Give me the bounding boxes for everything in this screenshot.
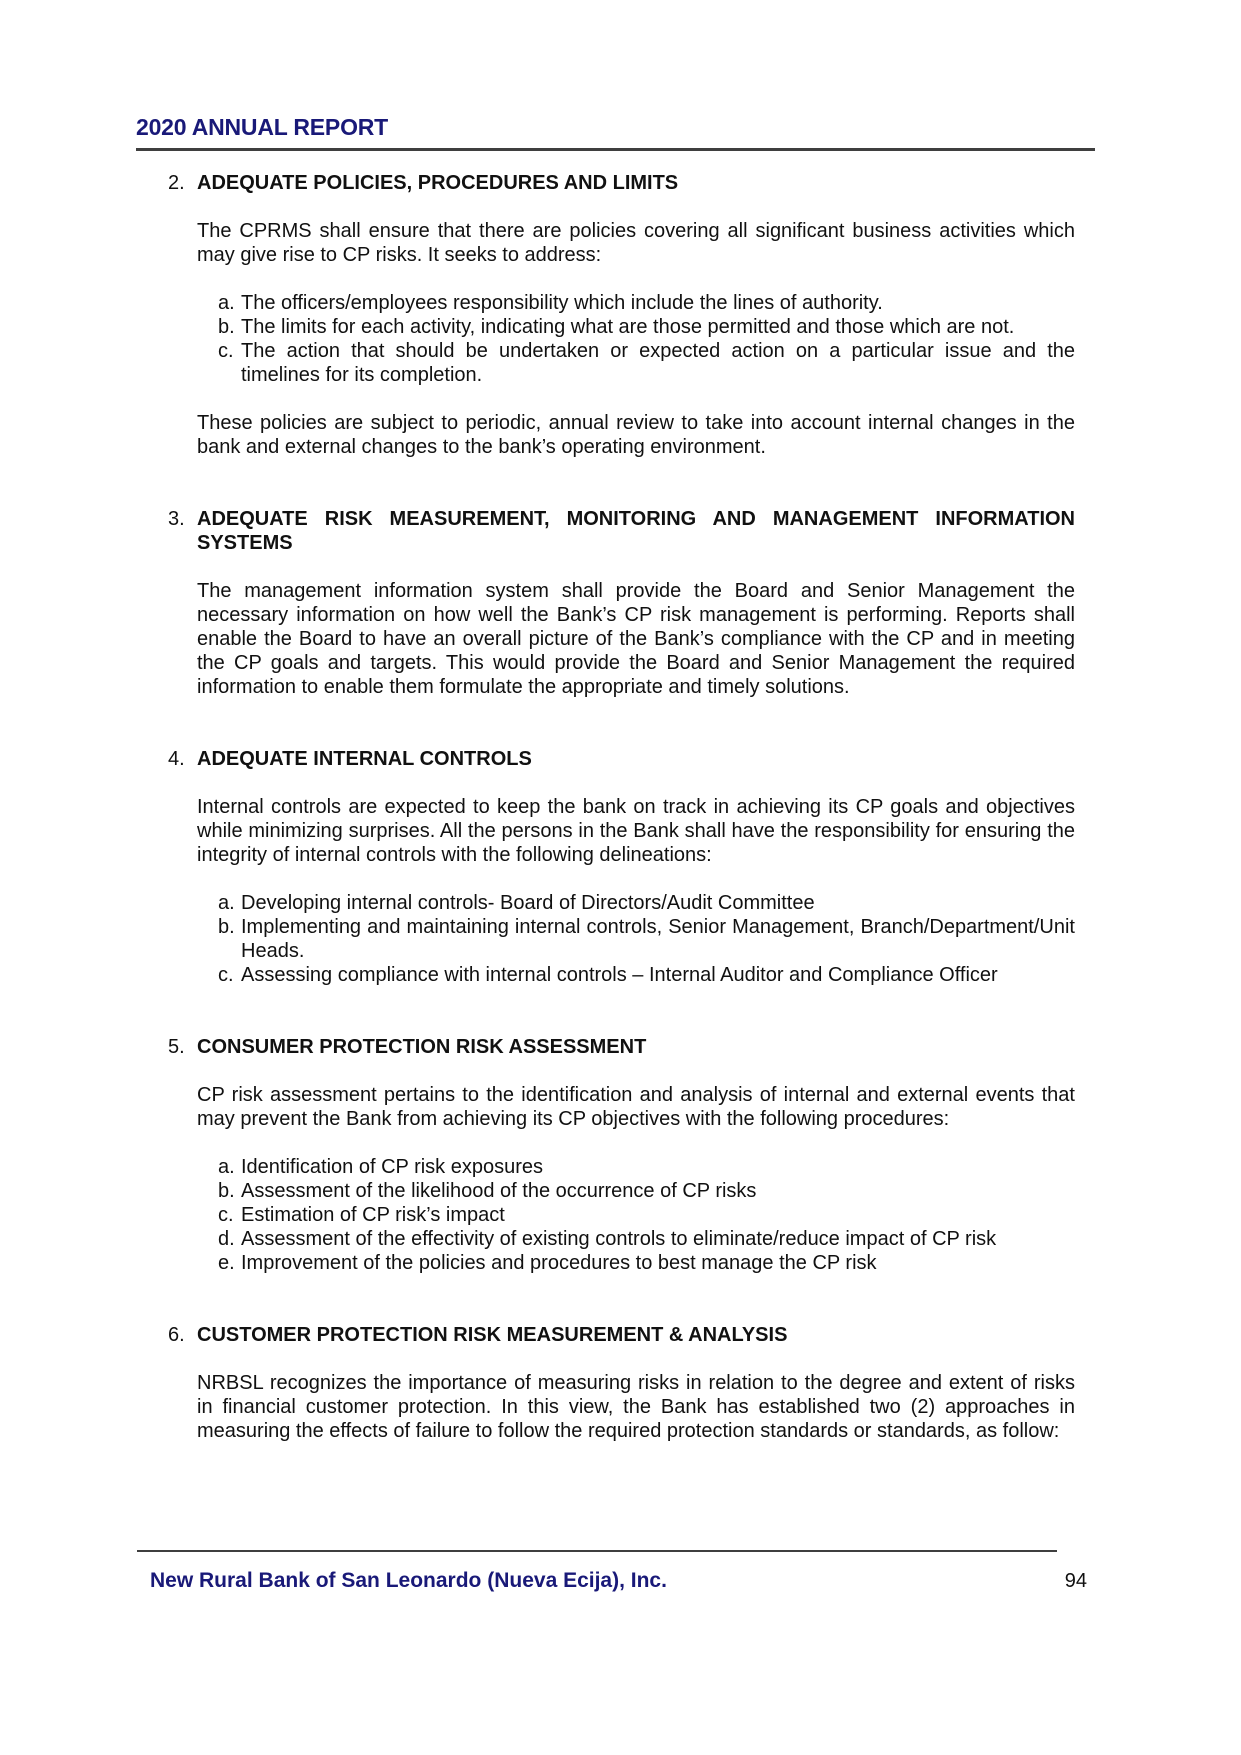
list-item-letter: a. bbox=[218, 292, 235, 314]
section-6 bbox=[168, 1323, 1075, 1443]
list-item-text: Estimation of CP risk’s impact bbox=[241, 1204, 505, 1226]
bank-name: New Rural Bank of San Leonardo (Nueva Ecija), Inc. bbox=[150, 1569, 667, 1592]
list-item-letter: a. bbox=[218, 892, 235, 914]
section-number: 4. bbox=[168, 748, 185, 770]
section-list bbox=[218, 291, 1075, 387]
list-item bbox=[218, 963, 1075, 987]
document-header bbox=[136, 0, 1095, 151]
section-3 bbox=[168, 507, 1075, 699]
list-item bbox=[218, 915, 1075, 963]
list-item-letter: a. bbox=[218, 1156, 235, 1178]
list-item bbox=[218, 1179, 1075, 1203]
list-item bbox=[218, 891, 1075, 915]
list-item-text: Identification of CP risk exposures bbox=[241, 1156, 544, 1178]
list-item-text: Improvement of the policies and procedures to best manage the CP risk bbox=[241, 1252, 877, 1274]
list-item-text: The action that should be undertaken or expected action on a particular issue and the timelines for its completion. bbox=[241, 340, 1075, 386]
section-paragraph: The CPRMS shall ensure that there are policies covering all significant business activities which may give rise to CP risks. It seeks to address: bbox=[197, 220, 1075, 266]
section-paragraph: CP risk assessment pertains to the identification and analysis of internal and external events that may prevent the Bank from achieving its CP objectives with the following procedures: bbox=[197, 1084, 1075, 1130]
section-title: ADEQUATE POLICIES, PROCEDURES AND LIMITS bbox=[197, 172, 679, 194]
list-item bbox=[218, 1251, 1075, 1275]
list-item-letter: d. bbox=[218, 1228, 235, 1250]
list-item-letter: b. bbox=[218, 1180, 235, 1202]
section-paragraph: Internal controls are expected to keep the bank on track in achieving its CP goals and objectives while minimizing surprises. All the persons in the Bank shall have the responsibility for ensuring the integrity of internal controls with the following delineations: bbox=[197, 796, 1075, 866]
section-5 bbox=[168, 1035, 1075, 1275]
report-title: 2020 ANNUAL REPORT bbox=[136, 114, 389, 140]
list-item-letter: e. bbox=[218, 1252, 235, 1274]
section-paragraph: These policies are subject to periodic, annual review to take into account internal changes in the bank and external changes to the bank’s operating environment. bbox=[197, 412, 1075, 458]
document-body bbox=[168, 171, 1075, 1443]
section-heading bbox=[168, 1323, 1075, 1347]
list-item bbox=[218, 1155, 1075, 1179]
list-item-text: Developing internal controls- Board of Directors/Audit Committee bbox=[241, 892, 815, 914]
section-heading bbox=[168, 747, 1075, 771]
section-paragraph: NRBSL recognizes the importance of measuring risks in relation to the degree and extent of risks in financial customer protection. In this view, the Bank has established two (2) approaches in measuring the effects of failure to follow the required protection standards or standards, as follow: bbox=[197, 1372, 1075, 1442]
list-item-letter: b. bbox=[218, 316, 235, 338]
list-item bbox=[218, 315, 1075, 339]
list-item-letter: c. bbox=[218, 340, 234, 362]
section-heading bbox=[168, 1035, 1075, 1059]
list-item bbox=[218, 291, 1075, 315]
list-item bbox=[218, 1227, 1075, 1251]
list-item bbox=[218, 339, 1075, 387]
section-number: 3. bbox=[168, 508, 185, 530]
list-item-text: Assessment of the likelihood of the occurrence of CP risks bbox=[241, 1180, 757, 1202]
section-heading bbox=[168, 171, 1075, 195]
section-list bbox=[218, 1155, 1075, 1275]
section-number: 5. bbox=[168, 1036, 185, 1058]
footer-row bbox=[137, 1569, 1087, 1593]
list-item-text: The officers/employees responsibility which include the lines of authority. bbox=[241, 292, 883, 314]
section-list bbox=[218, 891, 1075, 987]
section-4 bbox=[168, 747, 1075, 987]
section-title: ADEQUATE INTERNAL CONTROLS bbox=[197, 748, 532, 770]
section-2 bbox=[168, 171, 1075, 459]
footer-rule bbox=[137, 1550, 1057, 1552]
section-number: 6. bbox=[168, 1324, 185, 1346]
section-heading bbox=[168, 507, 1075, 555]
list-item-text: The limits for each activity, indicating what are those permitted and those which are not. bbox=[241, 316, 1015, 338]
list-item-text: Assessing compliance with internal controls – Internal Auditor and Compliance Officer bbox=[241, 964, 998, 986]
list-item-letter: b. bbox=[218, 916, 235, 938]
page-number: 94 bbox=[1064, 1570, 1087, 1592]
section-number: 2. bbox=[168, 172, 185, 194]
list-item-text: Assessment of the effectivity of existing controls to eliminate/reduce impact of CP risk bbox=[241, 1228, 997, 1250]
list-item-letter: c. bbox=[218, 964, 234, 986]
section-title: ADEQUATE RISK MEASUREMENT, MONITORING AND MANAGEMENT INFORMATION SYSTEMS bbox=[197, 508, 1075, 554]
section-title: CUSTOMER PROTECTION RISK MEASUREMENT & ANALYSIS bbox=[197, 1324, 788, 1346]
list-item-letter: c. bbox=[218, 1204, 234, 1226]
section-paragraph: The management information system shall provide the Board and Senior Management the necessary information on how well the Bank’s CP risk management is performing. Reports shall enable the Board to have an overall picture of the Bank’s compliance with the CP and in meeting the CP goals and targets. This would provide the Board and Senior Management the required information to enable them formulate the appropriate and timely solutions. bbox=[197, 580, 1075, 698]
section-title: CONSUMER PROTECTION RISK ASSESSMENT bbox=[197, 1036, 647, 1058]
document-footer bbox=[137, 1550, 1087, 1593]
list-item-text: Implementing and maintaining internal controls, Senior Management, Branch/Department/Unit Heads. bbox=[241, 916, 1075, 962]
list-item bbox=[218, 1203, 1075, 1227]
